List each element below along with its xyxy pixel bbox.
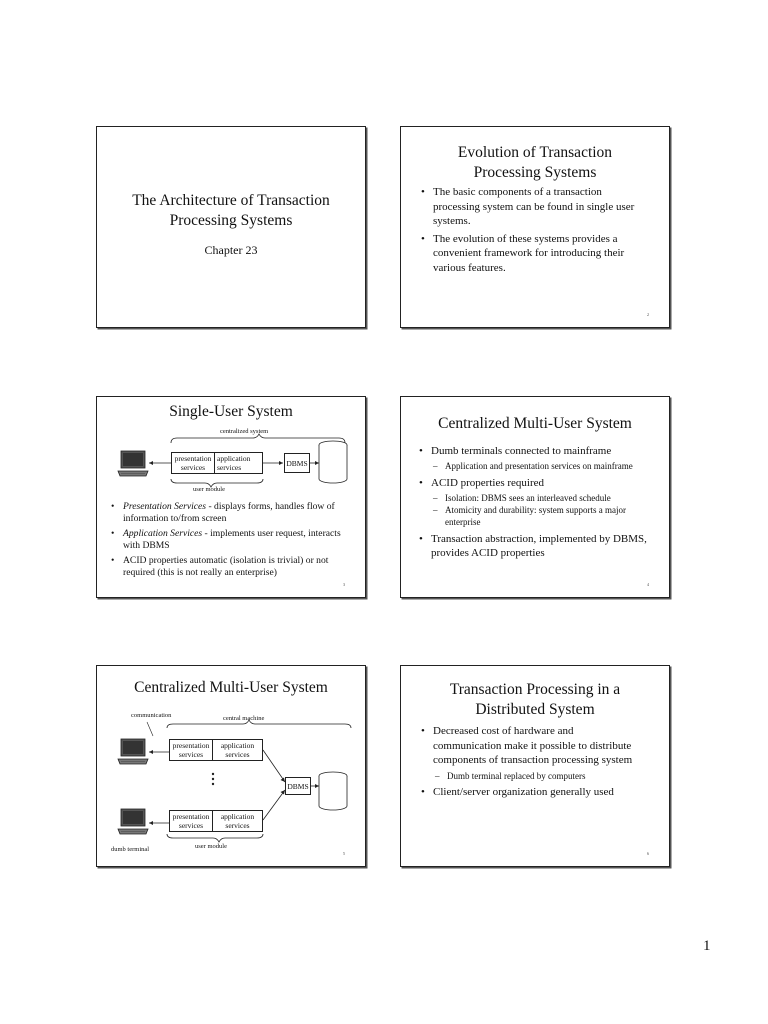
bullet-term: Presentation Services [123,501,207,512]
slide-5 [96,665,366,867]
sub-bullet-item: – Application and presentation services on mainframe [433,460,651,472]
slide-6-title-line-2: Distributed System [475,701,595,718]
bullet-text: ACID properties required [431,477,545,489]
slide-6-title-line-1: Transaction Processing in a [449,681,621,698]
slide-1-title-line-1: The Architecture of Transaction [132,192,330,209]
bullet-text: - displays forms, handles flow of information to/from screen [123,501,335,524]
bullet-item: • The basic components of a transaction processing system can be found in single user systems. [421,185,639,229]
presentation-services-cell: presentation services [170,811,213,831]
presentation-services-cell: presentation services [172,453,215,473]
bullet-item: • Transaction abstraction, implemented by DBMS, provides ACID properties [419,532,651,560]
slide-6 [400,665,670,867]
sub-bullet-item: – Dumb terminal replaced by computers [435,770,639,782]
sub-bullet-list [433,460,651,472]
slide-1 [96,126,366,328]
bullet-item [111,501,353,525]
computer-icon [117,808,149,836]
user-module-label: user module [195,843,227,850]
application-services-cell: application services [220,741,255,759]
bullet-item [111,528,353,552]
sub-bullet-item: – Atomicity and durability: system supports a major enterprise [433,504,651,528]
sub-bullet-list [435,770,639,782]
dumb-terminal-label: dumb terminal [111,846,150,853]
centralized-system-label: centralized system [220,428,269,435]
slide-2-title-line-1: Evolution of Transaction [457,144,613,161]
computer-icon [117,450,149,478]
user-module-box [169,739,263,761]
slide-4-bullets [419,444,651,560]
application-services-cell: application services [220,812,255,830]
slide-number: 5 [343,851,345,856]
bullet-item: • The evolution of these systems provides a convenient framework for introducing their various features. [421,232,639,276]
sub-bullet-list [433,492,651,528]
slide-6-bullets [421,724,639,799]
slide-1-subtitle: Chapter 23 [204,243,258,257]
page-number: 1 [703,938,711,954]
slide-2-title-line-2: Processing Systems [473,164,597,181]
dbms-box: DBMS [285,777,311,795]
slide-1-title [97,191,365,231]
computer-icon [117,738,149,766]
slide-2-title [401,143,669,183]
bullet-item [421,724,639,782]
slide-1-title-line-2: Processing Systems [169,212,293,229]
bullet-term: Application Services [123,528,203,539]
slide-number: 6 [647,851,649,856]
single-user-diagram-lines [97,397,367,497]
slide-6-title [401,680,669,720]
sub-bullet-item: – Isolation: DBMS sees an interleaved schedule [433,492,651,504]
slide-3-title: Single-User System [169,403,293,420]
bullet-text: ACID properties automatic (isolation is trivial) or not required (this is not really an enterprise) [123,555,329,578]
user-module-box [169,810,263,832]
slide-4-title: Centralized Multi-User System [438,415,632,432]
user-module-label: user module [193,486,225,493]
slide-3 [96,396,366,598]
dbms-box: DBMS [284,453,310,473]
bullet-text: Dumb terminals connected to mainframe [431,445,612,457]
slide-4 [400,396,670,598]
communication-label: communication [131,712,172,719]
slide-5-title: Centralized Multi-User System [134,679,328,696]
slide-3-bullets [111,501,353,579]
slide-number: 4 [647,582,649,587]
slide-2 [400,126,670,328]
slide-number: 2 [647,312,649,317]
user-module-box [171,452,263,474]
central-machine-label: central machine [223,715,265,722]
application-services-cell: application services [217,454,251,472]
presentation-services-cell: presentation services [170,740,213,760]
bullet-item [419,444,651,472]
slide-2-bullets [421,185,639,275]
multi-user-diagram-lines [97,666,367,868]
slide-number: 3 [343,582,345,587]
bullet-text: Decreased cost of hardware and communication make it possible to distribute components of transaction processing system [433,725,633,766]
bullet-item: • Client/server organization generally used [421,785,639,800]
bullet-item [419,476,651,528]
bullet-text: - implements user request, interacts with DBMS [123,528,341,551]
bullet-item [111,555,353,579]
bullet-list [419,444,651,560]
